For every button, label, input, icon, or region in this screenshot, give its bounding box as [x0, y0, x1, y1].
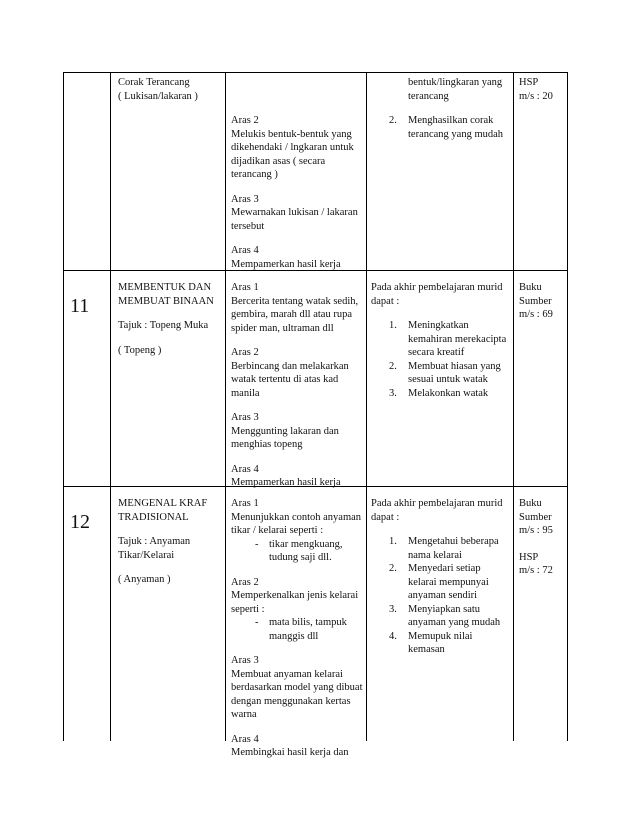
activity-example — [231, 538, 363, 565]
topic-line: ( Lukisan/lakaran ) — [118, 90, 198, 102]
outcome-text: Menyiapkan satu anyaman yang mudah — [408, 603, 501, 628]
resource-line: m/s : 72 — [519, 565, 553, 576]
outcome-list — [371, 114, 511, 141]
resources-cell — [519, 281, 565, 322]
table-border-top — [63, 72, 568, 73]
column-divider — [225, 72, 226, 741]
resource-line: Buku Sumber — [519, 282, 552, 307]
activity-text: Membuat anyaman kelarai berdasarkan model yang dibuat dengan menggunakan kertas warna — [231, 668, 363, 720]
activity-text: Berbincang dan melakarkan watak tertentu di atas kad manila — [231, 360, 349, 399]
activity-item — [231, 193, 363, 234]
activity-example-text: mata bilis, tampuk manggis dll — [269, 617, 347, 642]
outcome-item — [371, 603, 511, 630]
table-border-left — [63, 72, 64, 741]
outcome-text: Meningkatkan kemahiran merekacipta secara kreatif — [408, 320, 507, 358]
activity-text: Menggunting lakaran dan menghias topeng — [231, 425, 339, 450]
outcome-intro: Pada akhir pembelajaran murid dapat : — [371, 498, 503, 523]
outcome-item — [371, 360, 511, 387]
topic-cell — [118, 76, 222, 103]
topic-subject: Tajuk : Topeng Muka — [118, 320, 209, 331]
outcome-number: 3. — [389, 387, 397, 399]
activity-example-text: tikar mengkuang, tudung saji dll. — [269, 538, 343, 563]
outcome-text: Memupuk nilai kemasan — [408, 630, 473, 655]
outcome-number: 1. — [389, 536, 397, 547]
activities-cell — [231, 114, 363, 271]
resource-line: m/s : 95 — [519, 525, 553, 536]
outcome-number: 2. — [389, 115, 397, 126]
outcomes-cell — [371, 497, 511, 657]
outcome-text: Membuat hiasan yang sesuai untuk watak — [408, 360, 501, 385]
outcome-text: Mengetahui beberapa nama kelarai — [408, 536, 499, 561]
table-border-right — [567, 72, 568, 741]
activity-item — [231, 346, 363, 400]
activity-item — [231, 733, 363, 760]
activity-text: Mempamerkan hasil kerja — [231, 477, 341, 488]
outcome-text: Melakonkan watak — [408, 387, 489, 399]
activity-text: Melukis bentuk-bentuk yang dikehendaki / lngkaran untuk dijadikan asas ( secara terancang ) — [231, 128, 354, 180]
activity-item — [231, 281, 363, 335]
activity-item — [231, 576, 363, 644]
activity-level: Aras 4 — [231, 245, 259, 256]
activities-cell — [231, 281, 363, 490]
resource-line: m/s : 69 — [519, 309, 553, 320]
outcomes-cell — [371, 281, 511, 400]
dash-bullet: - — [255, 617, 259, 628]
outcome-number: 3. — [389, 603, 397, 615]
outcome-text: Menghasilkan corak terancang yang mudah — [408, 115, 504, 140]
column-divider — [366, 72, 367, 741]
topic-title: MENGENAL KRAF TRADISIONAL — [118, 498, 208, 523]
resources-cell — [519, 76, 565, 103]
outcome-item — [371, 535, 511, 562]
outcome-number: 4. — [389, 630, 397, 642]
activity-level: Aras 4 — [231, 463, 259, 475]
activity-level: Aras 2 — [231, 115, 259, 126]
outcome-list — [371, 319, 511, 400]
topic-title: MEMBENTUK DAN MEMBUAT BINAAN — [118, 282, 214, 307]
resource-line: Buku Sumber — [519, 498, 552, 523]
activity-level: Aras 3 — [231, 412, 259, 423]
resources-cell — [519, 497, 565, 578]
topic-category: ( Anyaman ) — [118, 574, 171, 585]
activity-text: Mewarnakan lukisan / lakaran tersebut — [231, 207, 358, 232]
activity-text: Memperkenalkan jenis kelarai seperti : — [231, 590, 359, 615]
outcome-item — [371, 319, 511, 360]
resource-line: HSP — [519, 77, 539, 88]
activity-level: Aras 2 — [231, 576, 259, 588]
outcomes-cell — [371, 76, 511, 141]
topic-cell — [118, 281, 222, 357]
activity-item — [231, 497, 363, 565]
outcome-number: 1. — [389, 320, 397, 331]
activity-item — [231, 463, 363, 490]
activity-item — [231, 654, 363, 722]
outcome-number: 2. — [389, 563, 397, 574]
outcome-item — [371, 114, 511, 141]
activity-item — [231, 411, 363, 452]
outcome-list — [371, 535, 511, 657]
activity-text: Membingkai hasil kerja dan — [231, 747, 349, 758]
activity-level: Aras 3 — [231, 193, 259, 205]
activity-item — [231, 244, 363, 271]
outcome-item — [371, 562, 511, 603]
resource-line: HSP — [519, 551, 539, 563]
outcome-intro: Pada akhir pembelajaran murid dapat : — [371, 282, 503, 307]
column-divider — [513, 72, 514, 741]
activity-level: Aras 1 — [231, 282, 259, 293]
activity-level: Aras 2 — [231, 347, 259, 358]
activity-example — [231, 616, 363, 643]
topic-line: Corak Terancang — [118, 77, 190, 88]
topic-category: ( Topeng ) — [118, 344, 162, 356]
row-number: 12 — [70, 511, 90, 533]
resource-line: m/s : 20 — [519, 90, 553, 102]
outcome-continuation: bentuk/lingkaran yang terancang — [408, 77, 503, 102]
outcome-number: 2. — [389, 360, 397, 372]
activity-level: Aras 3 — [231, 655, 259, 666]
dash-bullet: - — [255, 538, 259, 550]
outcome-text: Menyedari setiap kelarai mempunyai anyaman sendiri — [408, 563, 489, 601]
topic-cell — [118, 497, 222, 587]
row-number: 11 — [70, 295, 90, 317]
activity-level: Aras 1 — [231, 498, 259, 509]
outcome-item — [371, 630, 511, 657]
activity-text: Bercerita tentang watak sedih, gembira, marah dll atau rupa spider man, ultraman dll — [231, 295, 359, 334]
activity-level: Aras 4 — [231, 733, 259, 745]
activity-item — [231, 114, 363, 182]
column-divider — [110, 72, 111, 741]
topic-subject: Tajuk : Anyaman Tikar/Kelarai — [118, 536, 191, 561]
outcome-item — [371, 387, 511, 401]
activities-cell — [231, 497, 363, 760]
activity-text: Mempamerkan hasil kerja — [231, 258, 341, 270]
activity-text: Menunjukkan contoh anyaman tikar / kelarai seperti : — [231, 511, 362, 536]
